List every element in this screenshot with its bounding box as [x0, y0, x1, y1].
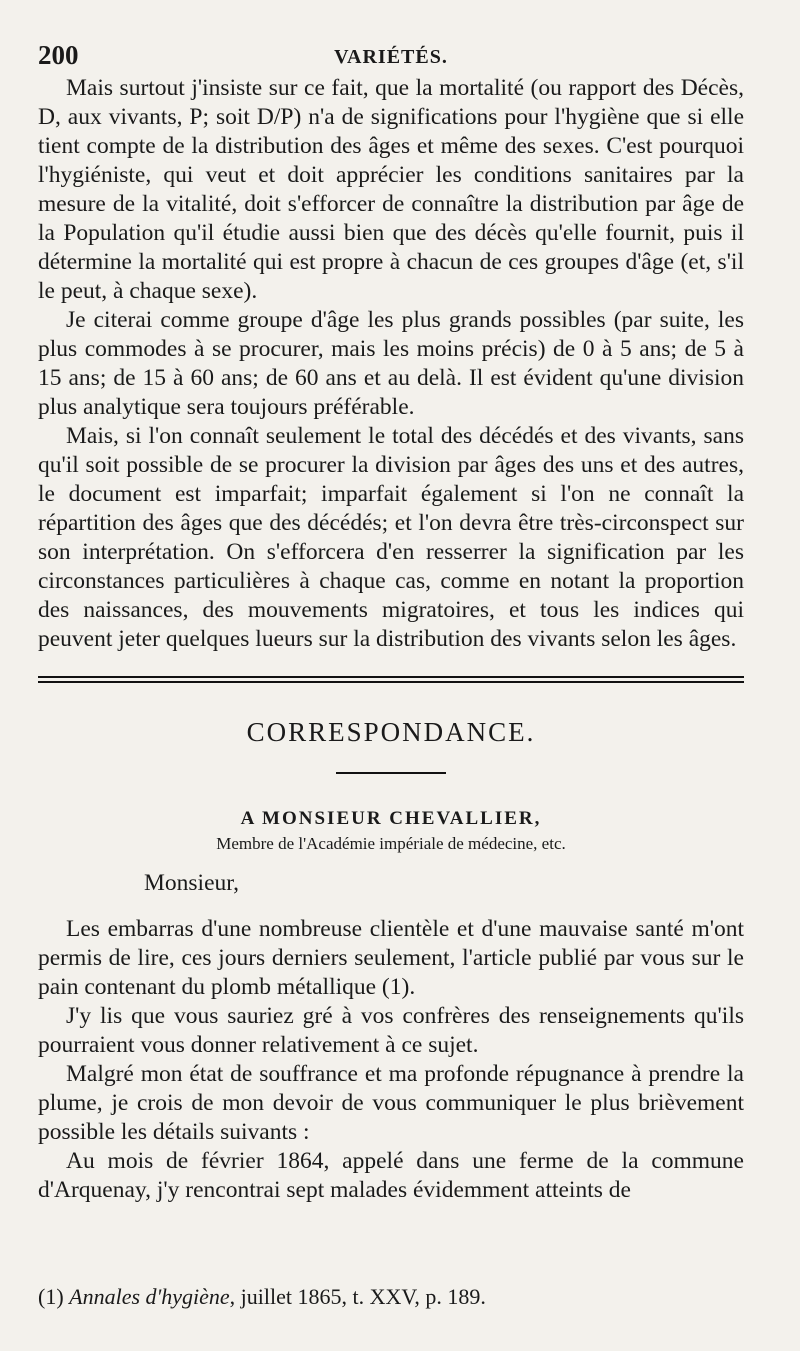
letter-paragraph: Au mois de février 1864, appelé dans une ferme de la commune d'Arquenay, j'y rencontrai sept malades évidemment atteints de [38, 1148, 744, 1203]
page [38, 34, 744, 1205]
letter-paragraph: J'y lis que vous sauriez gré à vos confrères des renseignements qu'ils pourraient vous donner relativement à ce sujet. [38, 1003, 744, 1058]
letter-paragraph: Les embarras d'une nombreuse clientèle et d'une mauvaise santé m'ont permis de lire, ces jours derniers seulement, l'article publié par vous sur le pain contenant du plomb métallique (1). [38, 916, 744, 1000]
section-divider [38, 676, 744, 683]
letter-paragraph: Malgré mon état de souffrance et ma profonde répugnance à prendre la plume, je crois de mon devoir de vous communiquer le plus brièvement possible les détails suivants : [38, 1061, 744, 1145]
paragraph: Je citerai comme groupe d'âge les plus grands possibles (par suite, les plus commodes à se procurer, mais les moins précis) de 0 à 5 ans; de 5 à 15 ans; de 15 à 60 ans; de 60 ans et au delà. Il est évident qu'une division plus analytique sera toujours préférable. [38, 307, 744, 420]
page-number: 200 [38, 40, 79, 70]
section-title: CORRESPONDANCE. [246, 717, 536, 747]
paragraph: Mais, si l'on connaît seulement le total des décédés et des vivants, sans qu'il soit possible de se procurer la division par âges des uns et des autres, le document est imparfait; imparfait également si l'on ne connaît la répartition des âges que des décédés; et l'on devra être très-circonspect sur son interprétation. On s'efforcera d'en resserrer la signification par les circonstances particulières à chaque cas, comme en notant la proportion des naissances, des mouvements migratoires, et tous les indices qui peuvent jeter quelques lueurs sur la distribution des vivants selon les âges. [38, 423, 744, 652]
footnote-citation: , juillet 1865, t. XXV, p. 189. [229, 1284, 486, 1309]
addressee: A MONSIEUR CHEVALLIER, [240, 808, 542, 829]
footnote-marker: (1) [38, 1284, 64, 1309]
running-head: VARIÉTÉS. [334, 46, 448, 68]
paragraph: Mais surtout j'insiste sur ce fait, que la mortalité (ou rapport des Décès, D, aux vivants, P; soit D/P) n'a de significations pour l'hygiène que si elle tient compte de la distribution des âges et même des sexes. C'est pourquoi l'hygiéniste, qui veut et doit apprécier les conditions sanitaires par la mesure de la vitalité, doit s'efforcer de connaître la distribution par âge de la Population qu'il étudie aussi bien que des décès qu'elle fournit, puis il détermine la mortalité qui est propre à chacun de ces groupes d'âge (et, s'il le peut, à chaque sexe). [38, 75, 744, 304]
short-divider [336, 772, 446, 774]
addressee-affiliation: Membre de l'Académie impériale de médecine, etc. [216, 834, 566, 853]
body-text [38, 74, 744, 654]
letter-body [38, 915, 744, 1205]
footnote-journal: Annales d'hygiène [69, 1284, 230, 1309]
salutation: Monsieur, [144, 870, 240, 896]
footnote [38, 1284, 486, 1310]
page-header [38, 34, 744, 74]
